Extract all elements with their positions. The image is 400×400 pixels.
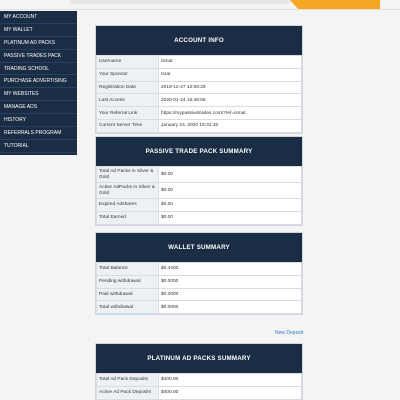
- passive-trade-summary-table: [96, 166, 302, 225]
- row-label: Total Ad Packs in Silver & Gold: [97, 167, 159, 183]
- row-label: Username: [97, 56, 159, 69]
- row-label: Total Balance: [97, 263, 159, 276]
- server-time-value: January 24, 2020 16:31:15: [159, 119, 302, 132]
- top-nav-strip: [70, 0, 290, 4]
- row-value: $0.0000: [159, 288, 302, 301]
- platinum-summary-table: [96, 373, 302, 400]
- passive-trade-summary-title: PASSIVE TRADE PACK SUMMARY: [96, 137, 302, 166]
- row-label: Expired Adshares: [97, 199, 159, 212]
- referral-link-value[interactable]: https://mypassivetrades.com/?ref=ismat: [159, 107, 302, 120]
- sidebar: [0, 11, 77, 155]
- row-label: Total withdrawal: [97, 301, 159, 314]
- table-row: [97, 275, 302, 288]
- total-balance-value: $0.4200: [159, 263, 302, 276]
- sidebar-item-referrals-program[interactable]: REFERRALS PROGRAM: [0, 127, 77, 140]
- row-value: $0.00: [159, 167, 302, 183]
- sidebar-item-tutorial[interactable]: TUTORIAL: [0, 140, 77, 153]
- sidebar-item-my-websites[interactable]: MY WEBSITES: [0, 88, 77, 101]
- wallet-summary-panel: [95, 232, 303, 315]
- last-access-value: 2020-01-24 15:46:55: [159, 94, 302, 107]
- table-row: [97, 183, 302, 199]
- row-value: $400.00: [159, 374, 302, 387]
- wallet-summary-table: [96, 262, 302, 314]
- sidebar-item-manage-ads[interactable]: MANAGE ADS: [0, 101, 77, 114]
- registration-date-value: 2019-12-27 12:59:29: [159, 81, 302, 94]
- sidebar-item-passive-trades-pack[interactable]: PASSIVE TRADES PACK: [0, 50, 77, 63]
- sidebar-item-history[interactable]: HISTORY: [0, 114, 77, 127]
- row-value: $0.00: [159, 183, 302, 199]
- row-value: $0.00: [159, 199, 302, 212]
- sponsor-value: Israt: [159, 68, 302, 81]
- row-value: $0.0000: [159, 275, 302, 288]
- row-label: Last Access: [97, 94, 159, 107]
- wallet-summary-title: WALLET SUMMARY: [96, 233, 302, 262]
- table-row: [97, 374, 302, 387]
- account-info-title: ACCOUNT INFO: [96, 26, 302, 55]
- row-label: Active Ad Pack Deposits: [97, 386, 159, 399]
- sidebar-item-my-wallet[interactable]: MY WALLET: [0, 24, 77, 37]
- row-label: Your Referral Link: [97, 107, 159, 120]
- table-row: [97, 107, 302, 120]
- row-value: $400.00: [159, 386, 302, 399]
- sidebar-item-platinum-ad-packs[interactable]: PLATINUM AD PACKS: [0, 37, 77, 50]
- table-row: [97, 288, 302, 301]
- table-row: [97, 94, 302, 107]
- table-row: [97, 68, 302, 81]
- platinum-summary-title: PLATINUM AD PACKS SUMMARY: [96, 344, 302, 373]
- table-row: [97, 119, 302, 132]
- row-value: $0.00: [159, 211, 302, 224]
- table-row: [97, 167, 302, 183]
- table-row: [97, 81, 302, 94]
- table-row: [97, 199, 302, 212]
- platinum-summary-panel: [95, 343, 303, 400]
- row-label: Pending withdrawal: [97, 275, 159, 288]
- account-info-table: [96, 55, 302, 133]
- new-deposit-link[interactable]: New Deposit: [275, 330, 304, 336]
- row-label: Total Earned: [97, 211, 159, 224]
- row-value: $0.0000: [159, 301, 302, 314]
- row-label: Current Server Time: [97, 119, 159, 132]
- header-divider: [0, 9, 400, 10]
- username-value: ismat: [159, 56, 302, 69]
- sidebar-item-trading-school[interactable]: TRADING SCHOOL: [0, 63, 77, 76]
- table-row: [97, 301, 302, 314]
- top-header: [0, 0, 400, 10]
- row-label: Total Ad Pack Deposits: [97, 374, 159, 387]
- row-label: Paid withdrawal: [97, 288, 159, 301]
- row-label: Registration Date: [97, 81, 159, 94]
- table-row: [97, 263, 302, 276]
- table-row: [97, 211, 302, 224]
- sidebar-item-my-account[interactable]: MY ACCOUNT: [0, 11, 77, 24]
- sidebar-item-purchase-advertising[interactable]: PURCHASE ADVERTISING: [0, 75, 77, 88]
- table-row: [97, 56, 302, 69]
- table-row: [97, 386, 302, 399]
- row-label: Active AdPacks in Silver & Gold: [97, 183, 159, 199]
- account-info-panel: [95, 25, 303, 134]
- passive-trade-summary-panel: [95, 136, 303, 226]
- row-label: Your Sponsor: [97, 68, 159, 81]
